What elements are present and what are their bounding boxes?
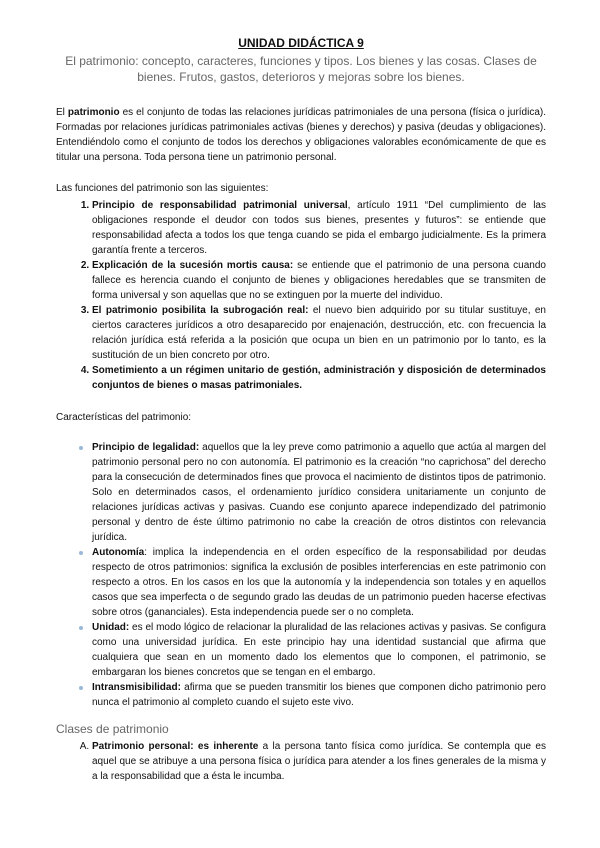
bullet-icon — [79, 626, 83, 630]
document-page — [56, 36, 546, 784]
bullet-icon — [79, 551, 83, 555]
characteristic-item: Autonomía: implica la independencia en el orden específico de la responsabilidad por deudas respecto de otros patrimonios: significa la exclusión de posibles interferencias en este patrimonio con respecto a otros. En los casos en los que la autonomía y la independencia son totales y en aquellos casos que sea imperfecta o de segundo grado las deudas de un patrimonio pueden hacerse efectivas sobre otros (gananciales). Esta independencia puede ser o no completa. — [92, 545, 546, 620]
bullet-icon — [79, 446, 83, 450]
function-item: 4. Sometimiento a un régimen unitario de gestión, administración y disposición de determinados conjuntos de bienes o masas patrimoniales. — [92, 363, 546, 393]
functions-heading: Las funciones del patrimonio son las siguientes: — [56, 183, 269, 194]
characteristic-item: Principio de legalidad: aquellos que la ley preve como patrimonio a aquello que actúa al margen del patrimonio personal pero no con autonomía. El patrimonio es la creación “no caprichosa” del derecho para la consecución de determinados fines que provoca el nacimiento de distintos tipos de patrimonio. Solo en determinados casos, el ordenamiento jurídico considera unitariamente un conjunto de relaciones jurídicas activas y pasivas. Cuando ese conjunto aparece independizado del patrimonio personal y dentro de éste último patrimonio no cabe la creación de otros distintos con relevancia jurídica. — [92, 440, 546, 545]
class-item: A. Patrimonio personal: es inherente a la persona tanto física como jurídica. Se contempla que es aquel que se atribuye a una persona física o jurídica para atender a los fines generales de la misma y a la responsabilidad que a ésta le incumba. — [92, 739, 546, 784]
bullet-icon — [79, 686, 83, 690]
intro-term: patrimonio — [67, 107, 120, 118]
characteristics-heading: Características del patrimonio: — [56, 412, 192, 423]
page-subtitle: El patrimonio: concepto, caracteres, funciones y tipos. Los bienes y las cosas. Clases de bienes. Frutos, gastos, deterioros y mejoras sobre los bienes. — [65, 54, 537, 84]
characteristics-list — [56, 440, 546, 710]
intro-paragraph: El patrimonio es el conjunto de todas las relaciones jurídicas patrimoniales de una persona (física o jurídica). Formadas por relaciones jurídicas patrimoniales activas (bienes y derechos) y pasiva (deudas y obligaciones). Entendiéndolo como el conjunto de todos los derechos y obligaciones valorables económicamente de que es titular una persona. Toda persona tiene un patrimonio personal. — [56, 107, 546, 163]
function-item: 3. El patrimonio posibilita la subrogación real: el nuevo bien adquirido por su titular sustituye, en ciertos caracteres jurídicos a otro desaparecido por enajenación, destrucción, etc. con frecuencia la relación jurídica está referida a la posición que ocupa un bien en un patrimonio por lo tanto, es la sustitución de un bien concreto por otro. — [92, 303, 546, 363]
page-title: UNIDAD DIDÁCTICA 9 — [238, 36, 364, 50]
intro-section — [56, 105, 546, 165]
classes-list — [56, 739, 546, 784]
function-item: 1. Principio de responsabilidad patrimonial universal, artículo 1911 “Del cumplimiento de las obligaciones responde el deudor con todos sus bienes, presentes y futuros”: se entiende que responsabilidad afecta a todos los que tenga cuando se pida el embargo judicialmente. Es la primera garantía frente a terceros. — [92, 198, 546, 258]
functions-list — [56, 198, 546, 393]
function-item: 2. Explicación de la sucesión mortis causa: se entiende que el patrimonio de una persona cuando fallece es herencia cuando el conjunto de bienes y obligaciones heredables que se transmiten de forma universal y son aquellas que no se extinguen por la muerte del individuo. — [92, 258, 546, 303]
characteristic-item: Intransmisibilidad: afirma que se pueden transmitir los bienes que componen dicho patrimonio pero nunca el patrimonio al completo cuando el sujeto este vivo. — [92, 680, 546, 710]
classes-heading: Clases de patrimonio — [56, 722, 169, 736]
characteristic-item: Unidad: es el modo lógico de relacionar la pluralidad de las relaciones activas y pasivas. Se configura como una universidad jurídica. En este principio hay una identidad sustancial que afirma que cualquiera que sean en un momento dado los elementos que lo componen, el patrimonio, se embargaran los bienes concretos que se tengan en el embargo. — [92, 620, 546, 680]
